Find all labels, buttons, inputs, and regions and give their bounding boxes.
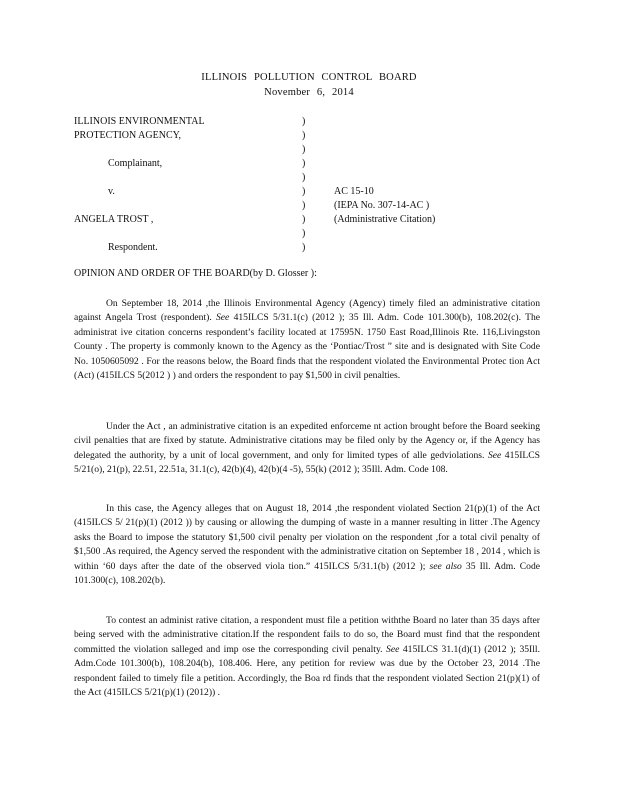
caption-paren: ) [302, 228, 306, 239]
document-date: November 6, 2014 [264, 87, 354, 98]
caption-paren: ) [302, 172, 306, 183]
paragraph-4 [74, 614, 540, 700]
caption-paren: ) [302, 242, 306, 253]
case-number: AC 15-10 [334, 186, 374, 197]
citation-signal: See [487, 449, 502, 461]
iepa-number: (IEPA No. 307-14-AC ) [334, 200, 430, 211]
caption-complainant-line-1: ILLINOIS ENVIRONMENTAL [74, 116, 205, 127]
caption-paren: ) [302, 214, 306, 225]
paragraph-text: 415ILCS 5/21(o), 21(p), 22.51, 22.51a, 31.1(c), 42(b)(4), 42(b)(4 -5), 55(k) (2012 ); 35Ill. Adm. Code 108. [74, 449, 540, 476]
citation-signal: see also [429, 560, 462, 572]
caption-paren: ) [302, 158, 306, 169]
caption-paren: ) [302, 130, 306, 141]
caption-paren: ) [302, 144, 306, 155]
paragraph-text: To contest an administ rative citation, a respondent must file a petition withthe Board no later than 35 days after being served with the administrative citation.If the respondent fails to do so, the Board must find that the respondent committed the violation salleged and imp ose the corresponding civil penalty. [74, 615, 540, 655]
opinion-heading: OPINION AND ORDER OF THE BOARD(by D. Glosser ): [74, 268, 317, 279]
case-type: (Administrative Citation) [334, 214, 436, 225]
paragraph-text: On September 18, 2014 ,the Illinois Environmental Agency (Agency) timely filed an administrative citation against Angela Trost (respondent). [74, 298, 540, 324]
caption-respondent-role: Respondent. [108, 242, 158, 253]
caption-paren: ) [302, 186, 306, 197]
caption-complainant-role: Complainant, [108, 158, 163, 169]
caption-versus: v. [108, 186, 115, 197]
paragraph-text: 35 Ill. Adm. Code 101.300(c), 108.202(b). [74, 560, 540, 587]
board-name-heading: ILLINOIS POLLUTION CONTROL BOARD [201, 72, 417, 83]
paragraph-text: Under the Act , an administrative citation is an expedited enforceme nt action brought before the Board seeking civil penalties that are fixed by statute. Administrative citations may be filed only by the Agency or, if the Agency has delegated the authority, by a unit of local government, and only for limited types of alle gedviolations. [74, 421, 540, 461]
caption-paren: ) [302, 116, 306, 127]
caption-complainant-line-2: PROTECTION AGENCY, [74, 130, 182, 141]
caption-paren: ) [302, 200, 306, 211]
paragraph-3 [74, 502, 540, 588]
paragraph-2 [74, 420, 540, 478]
paragraph-text: 415ILCS 31.1(d)(1) (2012 ); 35Ill. Adm.Code 101.300(b), 108.204(b), 108.406. Here, any petition for review was due by the October 23, 2014 .The respondent failed to timely file a petition. Accordingly, the Boa rd finds that the respondent violated Section 21(p)(1) of the Act (415ILCS 5/21(p)(1) (2012)) . [74, 643, 540, 699]
citation-signal: See [386, 643, 400, 655]
paragraph-1 [74, 297, 540, 383]
caption-respondent-name: ANGELA TROST , [74, 214, 154, 225]
citation-signal: See [216, 312, 230, 324]
paragraph-text: In this case, the Agency alleges that on August 18, 2014 ,the respondent violated Section 21(p)(1) of the Act (415ILCS 5/ 21(p)(1) (2012 )) by causing or allowing the dumping of waste in a manner resulting in litter .The Agency asks the Board to impose the statutory $1,500 civil penalty per violation on the respondent ,for a total civil penalty of $1,500 .As required, the Agency served the respondent with the administrative citation on September 18 , 2014 , which is within ‘60 days after the date of the observed viola tion.” 415ILCS 5/31.1(b) (2012 ); [74, 503, 540, 572]
paragraph-text: 415ILCS 5/31.1(c) (2012 ); 35 Ill. Adm. Code 101.300(b), 108.202(c). The administrat ive citation concerns respondent’s facility located at 17595N. 1750 East Road,Illinois Rte. 116,Livingston County . The property is commonly known to the Agency as the ‘Pontiac/Trost ” site and is designated with Site Code No. 1050605092 . For the reasons below, the Board finds that the respondent violated the Environmental Protec tion Act (Act) (415ILCS 5(2012 ) ) and orders the respondent to pay $1,500 in civil penalties. [74, 312, 540, 382]
